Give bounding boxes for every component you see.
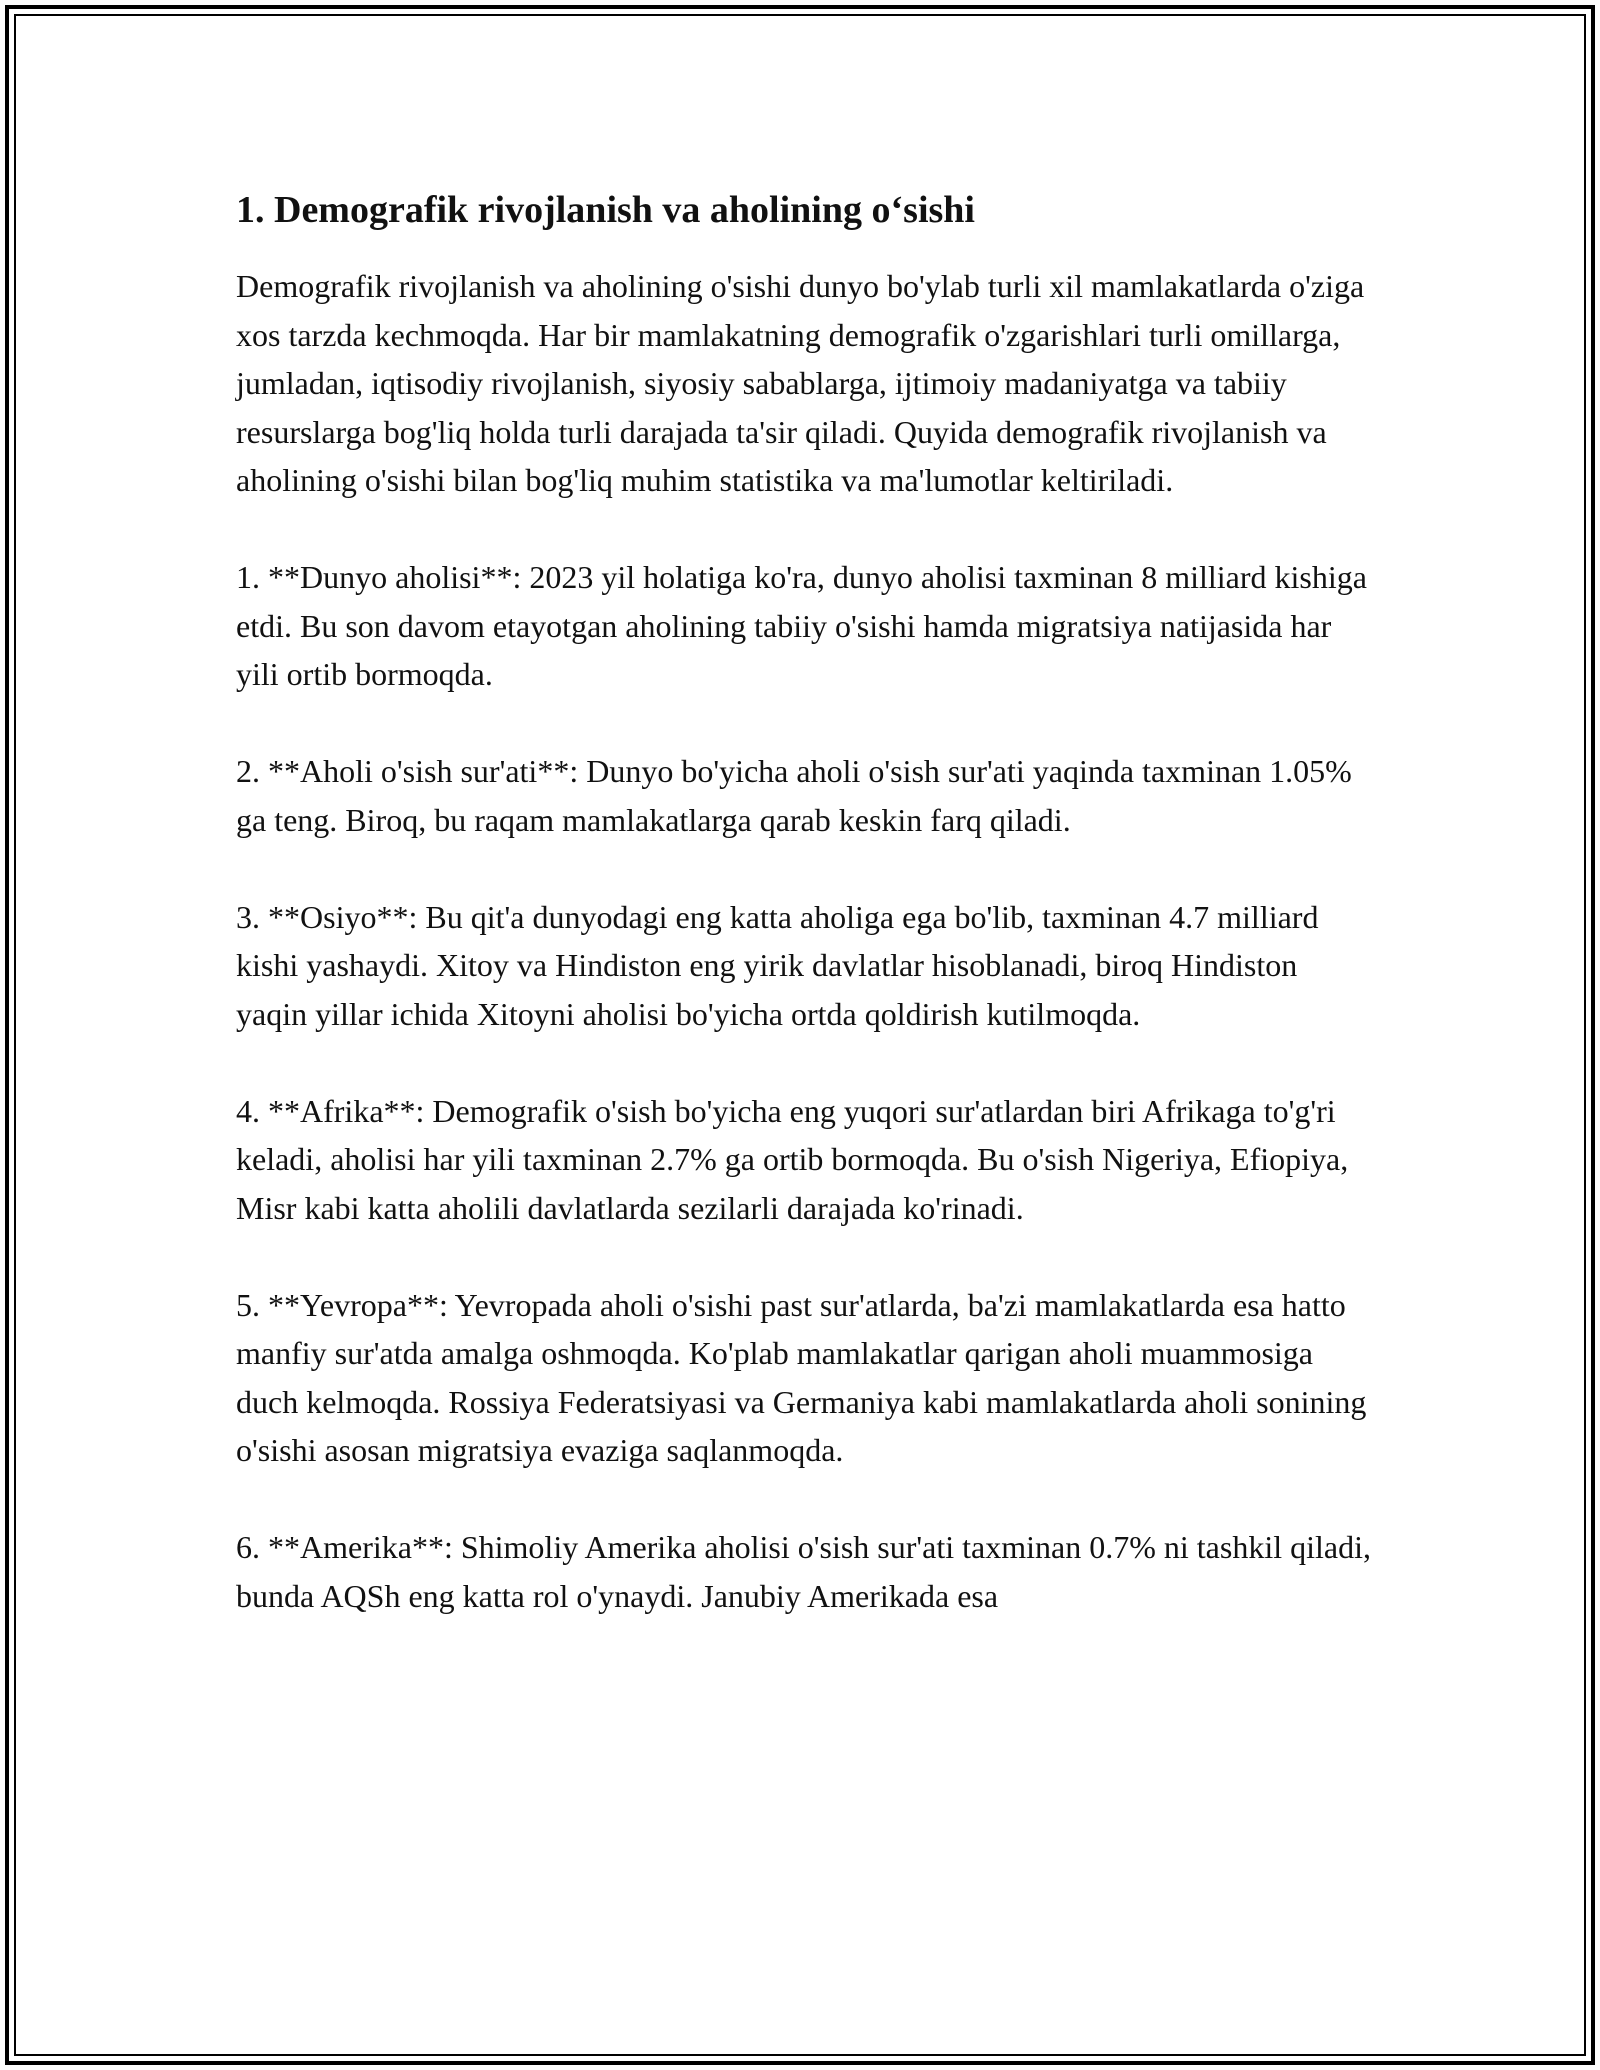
document-body: [236, 186, 1376, 1669]
list-item-world-population: 1. **Dunyo aholisi**: 2023 yil holatiga ko'ra, dunyo aholisi taxminan 8 milliard kishiga etdi. Bu son davom etayotgan aholining tabiiy o'sishi hamda migratsiya natijasida har yili ortib bormoqda.: [236, 559, 1367, 692]
list-item-growth-rate: 2. **Aholi o'sish sur'ati**: Dunyo bo'yicha aholi o'sish sur'ati yaqinda taxminan 1.05% ga teng. Biroq, bu raqam mamlakatlarga qarab keskin farq qiladi.: [236, 753, 1352, 838]
section-title: 1. Demografik rivojlanish va aholining o‘sishi: [236, 189, 975, 231]
list-item-america: 6. **Amerika**: Shimoliy Amerika aholisi o'sish sur'ati taxminan 0.7% ni tashkil qiladi, bunda AQSh eng katta rol o'ynaydi. Janubiy Amerikada esa: [236, 1529, 1371, 1614]
list-item-africa: 4. **Afrika**: Demografik o'sish bo'yicha eng yuqori sur'atlardan biri Afrikaga to'g'ri keladi, aholisi har yili taxminan 2.7% ga ortib bormoqda. Bu o'sish Nigeriya, Efiopiya, Misr kabi katta aholili davlatlarda sezilarli darajada ko'rinadi.: [236, 1092, 1349, 1226]
intro-paragraph: Demografik rivojlanish va aholining o'sishi dunyo bo'ylab turli xil mamlakatlarda o'ziga xos tarzda kechmoqda. Har bir mamlakatning demografik o'zgarishlari turli omillarga, jumladan, iqtisodiy rivojlanish, siyosiy sabablarga, ijtimoiy madaniyatga va tabiiy resurslarga bog'liq holda turli darajada ta'sir qiladi. Quyida demografik rivojlanish va aholining o'sishi bilan bog'liq muhim statistika va ma'lumotlar keltiriladi.: [236, 268, 1365, 498]
list-item-europe: 5. **Yevropa**: Yevropada aholi o'sishi past sur'atlarda, ba'zi mamlakatlarda esa hatto manfiy sur'atda amalga oshmoqda. Ko'plab mamlakatlar qarigan aholi muammosiga duch kelmoqda. Rossiya Federatsiyasi va Germaniya kabi mamlakatlarda aholi sonining o'sishi asosan migratsiya evaziga saqlanmoqda.: [236, 1286, 1367, 1468]
list-item-asia: 3. **Osiyo**: Bu qit'a dunyodagi eng katta aholiga ega bo'lib, taxminan 4.7 milliard kishi yashaydi. Xitoy va Hindiston eng yirik davlatlar hisoblanadi, biroq Hindiston yaqin yillar ichida Xitoyni aholisi bo'yicha ortda qoldirish kutilmoqda.: [236, 898, 1319, 1032]
